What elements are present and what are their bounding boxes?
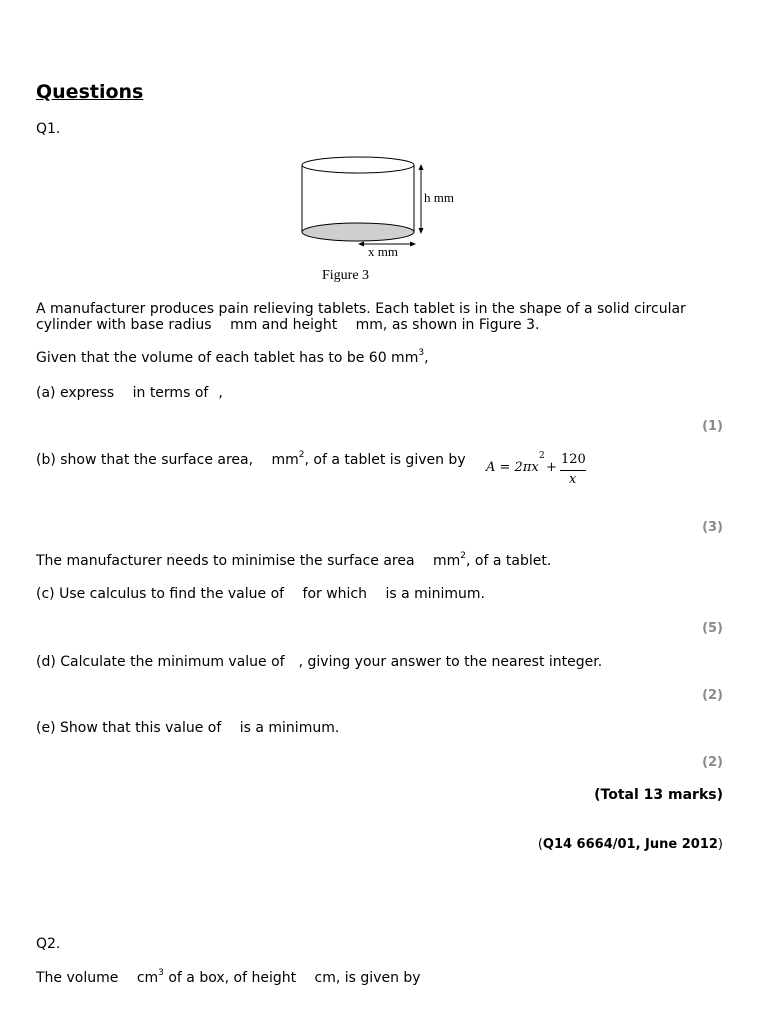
- part-c-text: (c) Use calculus to find the value of: [36, 586, 285, 602]
- minimise-text: The manufacturer needs to minimise the surface area: [36, 553, 415, 569]
- ref-close: ): [717, 837, 723, 852]
- part-b-sup: 2: [298, 450, 305, 461]
- volume-statement: [36, 350, 429, 366]
- question-1-label: Q1.: [36, 121, 61, 137]
- part-c: [36, 586, 485, 602]
- page-title: Questions: [36, 81, 144, 103]
- intro-line-2a: cylinder with base radius: [36, 317, 212, 333]
- question-2-text: [36, 970, 421, 986]
- surface-area-formula: A = 2πx 2 + 120 x: [486, 451, 586, 487]
- radius-label: x mm: [368, 244, 398, 259]
- part-e: [36, 720, 339, 736]
- height-label: h mm: [424, 190, 454, 205]
- part-b: [36, 452, 466, 468]
- mark-d: (2): [702, 688, 723, 703]
- part-a-text-2: in terms of: [132, 385, 209, 401]
- minimise-statement: [36, 553, 551, 569]
- volume-end: ,: [424, 350, 429, 366]
- formula-denominator: x: [569, 472, 577, 487]
- q2-sup: 3: [158, 968, 164, 979]
- minimise-unit: mm: [433, 553, 461, 569]
- formula-lhs: A = 2πx: [486, 460, 539, 475]
- mark-e: (2): [702, 755, 723, 770]
- q2-text-3: cm, is given by: [314, 970, 421, 986]
- part-b-text-2: , of a tablet is given by: [304, 452, 466, 468]
- figure-caption: Figure 3: [322, 268, 370, 283]
- fraction-bar: [560, 470, 586, 471]
- part-d: [36, 654, 602, 670]
- part-a: [36, 385, 223, 401]
- formula-plus: +: [546, 460, 557, 475]
- q2-unit: cm: [136, 970, 159, 986]
- minimise-text-2: , of a tablet.: [466, 553, 552, 569]
- part-b-unit: mm: [271, 452, 299, 468]
- question-2-label: Q2.: [36, 936, 61, 952]
- mark-a: (1): [702, 419, 723, 434]
- part-d-text-2: , giving your answer to the nearest integer.: [298, 654, 603, 670]
- formula-numerator: 120: [561, 452, 586, 467]
- volume-text: Given that the volume of each tablet has to be 60 mm: [36, 350, 419, 366]
- part-e-text: (e) Show that this value of: [36, 720, 222, 736]
- q2-text: The volume: [36, 970, 119, 986]
- ref-text: Q14 6664/01, June 2012: [542, 837, 718, 852]
- total-marks: (Total 13 marks): [594, 787, 723, 803]
- mark-b: (3): [702, 520, 723, 535]
- volume-sup: 3: [418, 348, 425, 359]
- question-reference: [538, 837, 723, 852]
- q2-text-2: of a box, of height: [168, 970, 297, 986]
- minimise-sup: 2: [460, 551, 467, 562]
- part-c-text-3: is a minimum.: [385, 586, 486, 602]
- cylinder-figure: [294, 150, 474, 285]
- part-e-text-2: is a minimum.: [239, 720, 340, 736]
- part-d-text: (d) Calculate the minimum value of: [36, 654, 285, 670]
- part-a-text: (a) express: [36, 385, 115, 401]
- intro-paragraph: [36, 301, 726, 333]
- part-a-text-3: ,: [218, 385, 223, 401]
- part-c-text-2: for which: [302, 586, 367, 602]
- intro-line-1: A manufacturer produces pain relieving tablets. Each tablet is in the shape of a solid circular: [36, 301, 686, 317]
- ref-open: (: [537, 837, 543, 852]
- mark-c: (5): [702, 621, 723, 636]
- intro-line-2c: mm, as shown in Figure 3.: [355, 317, 540, 333]
- intro-line-2b: mm and height: [230, 317, 338, 333]
- part-b-text: (b) show that the surface area,: [36, 452, 254, 468]
